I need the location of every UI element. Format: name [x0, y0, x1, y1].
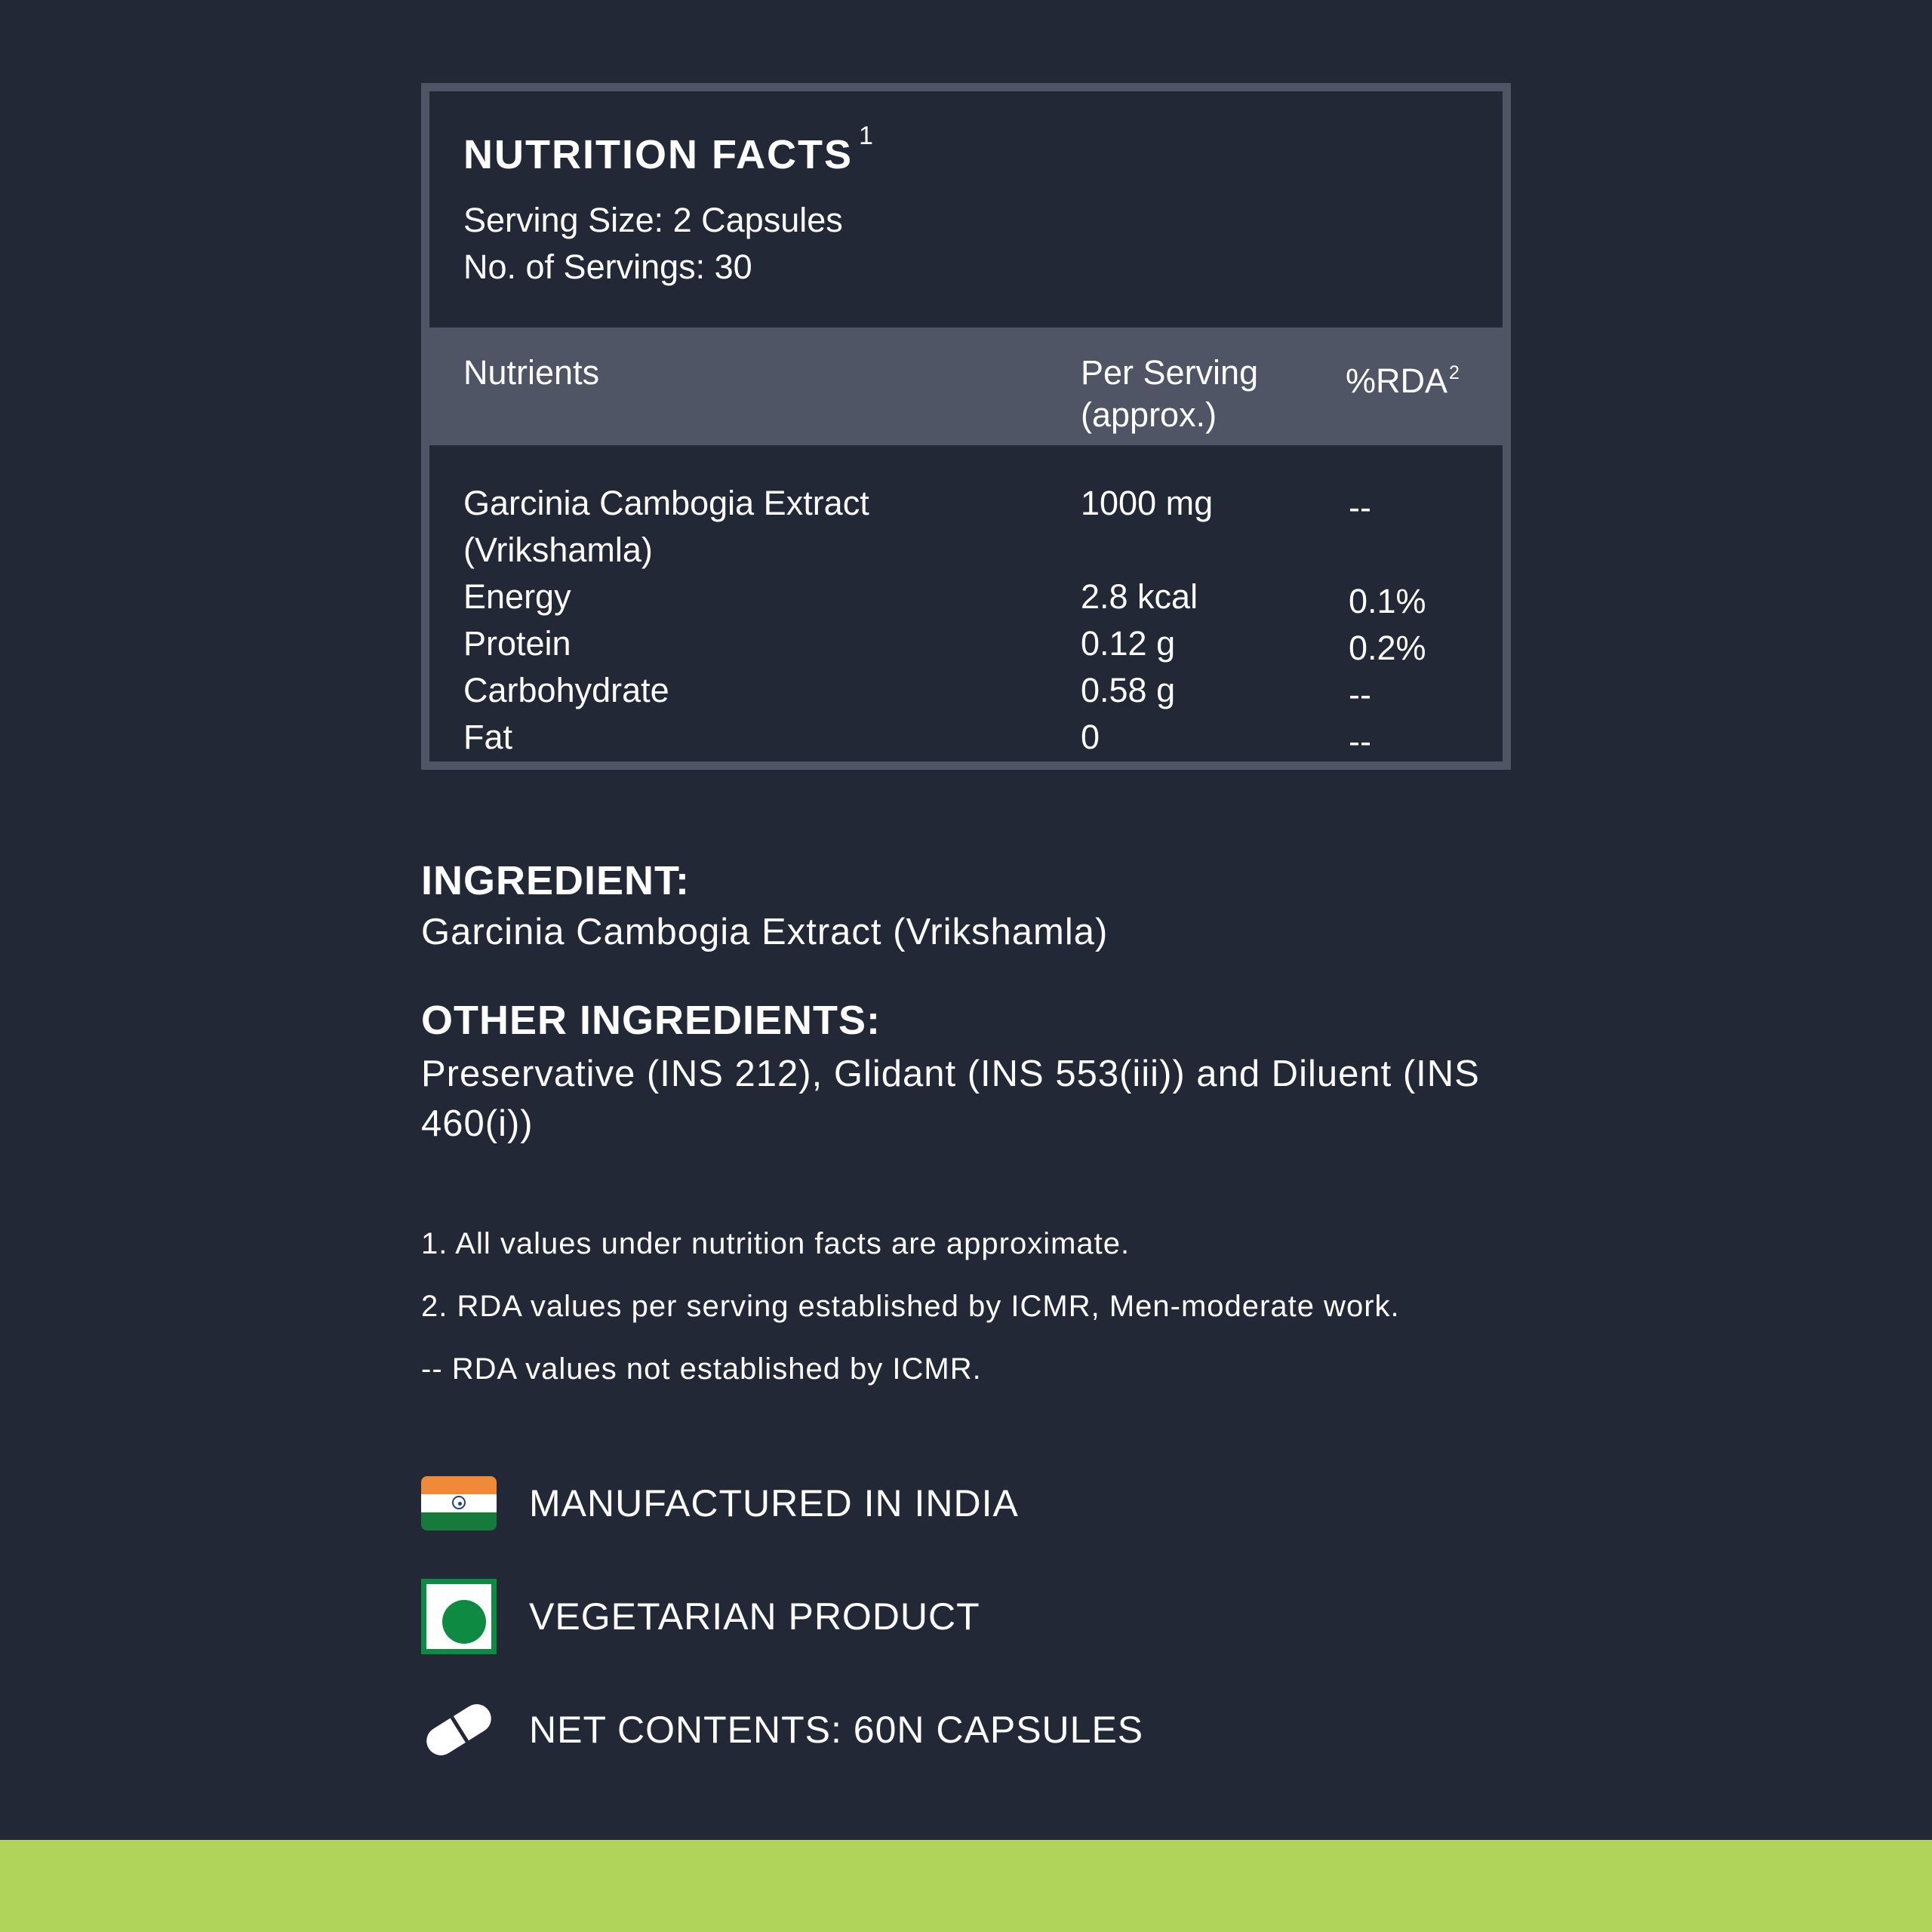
net-contents-badge: [421, 1692, 1176, 1767]
nutrition-facts-footnote-marker: 1: [858, 122, 875, 150]
vegetarian-mark-icon: [421, 1579, 497, 1654]
net-contents-label: NET CONTENTS: 60N CAPSULES: [529, 1709, 1144, 1751]
nutrient-name-energy: Energy: [463, 577, 571, 616]
nutrition-table-body: [429, 446, 1503, 770]
rda-footnote-marker: 2: [1449, 362, 1460, 383]
vegetarian-product-label: VEGETARIAN PRODUCT: [529, 1595, 980, 1638]
nutrition-facts-title: [463, 123, 875, 175]
nutrient-value-garcinia: 1000 mg: [1081, 484, 1214, 522]
nutrition-facts-title-text: NUTRITION FACTS: [463, 132, 853, 177]
ingredient-text: Garcinia Cambogia Extract (Vrikshamla): [421, 912, 1109, 952]
ashoka-chakra-center: [458, 1502, 462, 1506]
nutrient-name-carbohydrate: Carbohydrate: [463, 671, 669, 709]
vegetarian-product-badge: [421, 1579, 1176, 1654]
nutrient-rda-energy: 0.1%: [1349, 582, 1426, 620]
other-ingredients-text: Preservative (INS 212), Glidant (INS 553(iii)) and Diluent (INS 460(i)): [421, 1054, 1480, 1144]
nutrition-facts-header: [463, 91, 1469, 321]
garcinia-name-line-2: (Vrikshamla): [463, 531, 653, 569]
nutrient-value-energy: 2.8 kcal: [1081, 577, 1198, 616]
manufactured-in-india-badge: [421, 1466, 1176, 1541]
nutrient-rda-protein: 0.2%: [1349, 629, 1426, 667]
manufactured-in-india-label: MANUFACTURED IN INDIA: [529, 1482, 1019, 1524]
rda-header-label: %RDA: [1346, 361, 1448, 400]
capsule-svg: [421, 1692, 497, 1767]
nutrient-rda-garcinia: --: [1349, 488, 1371, 527]
nutrient-value-carbohydrate: 0.58 g: [1081, 671, 1176, 709]
vegetarian-dot: [442, 1600, 486, 1644]
other-ingredients-heading: OTHER INGREDIENTS:: [421, 998, 881, 1043]
footnote-approximate-values: 1. All values under nutrition facts are approximate.: [421, 1227, 1131, 1260]
nutrient-name-garcinia: [463, 480, 869, 574]
ashoka-chakra-icon: [452, 1496, 466, 1509]
nutrient-value-protein: 0.12 g: [1081, 624, 1176, 663]
flag-saffron-stripe: [421, 1476, 497, 1494]
nutrient-rda-carbohydrate: --: [1349, 675, 1371, 714]
nutrient-value-fat: 0: [1081, 718, 1100, 756]
ingredient-heading: INGREDIENT:: [421, 858, 691, 903]
garcinia-name-line-1: Garcinia Cambogia Extract: [463, 484, 869, 522]
nutrition-facts-panel: [421, 83, 1511, 770]
rda-column-header: [1346, 352, 1460, 402]
capsule-icon: [421, 1692, 497, 1767]
nutrition-table-header: [429, 328, 1503, 445]
footnote-rda-not-established: -- RDA values not established by ICMR.: [421, 1352, 982, 1386]
per-serving-column-header: [1081, 352, 1258, 436]
number-of-servings: No. of Servings: 30: [463, 248, 752, 286]
nutrient-name-fat: Fat: [463, 718, 513, 756]
india-flag-icon: [421, 1476, 497, 1531]
per-serving-header-line-1: Per Serving: [1081, 353, 1259, 392]
nutrient-rda-fat: --: [1349, 722, 1371, 761]
flag-green-stripe: [421, 1512, 497, 1531]
footnote-rda-established: 2. RDA values per serving established by ICMR, Men-moderate work.: [421, 1290, 1400, 1323]
nutrients-column-header: Nutrients: [463, 353, 600, 392]
bottom-green-band: [0, 1840, 1932, 1932]
serving-size: Serving Size: 2 Capsules: [463, 201, 843, 239]
per-serving-header-line-2: (approx.): [1081, 395, 1217, 434]
nutrient-name-protein: Protein: [463, 624, 571, 663]
